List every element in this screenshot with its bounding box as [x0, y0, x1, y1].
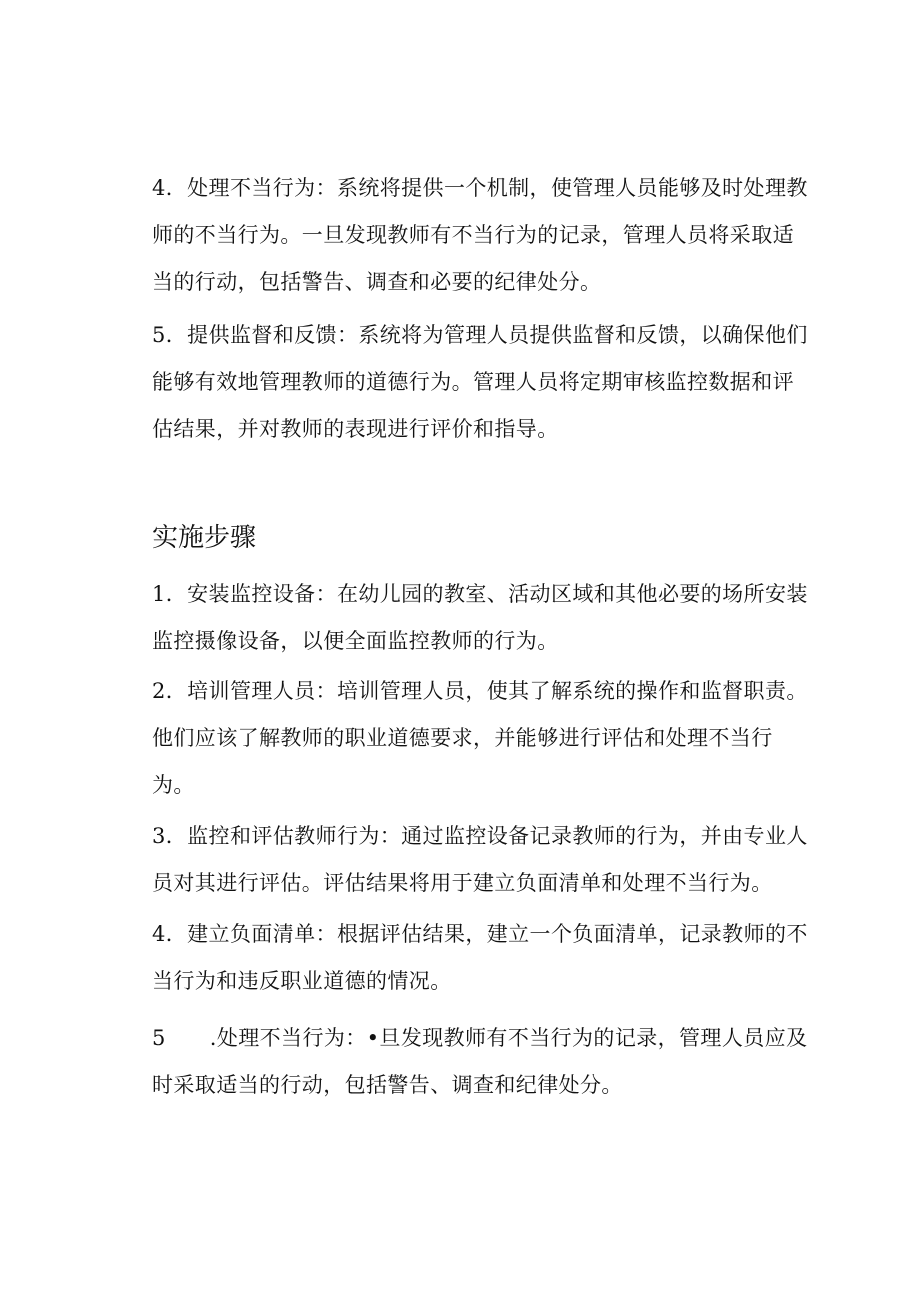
paragraph-text: 4．处理不当行为：系统将提供一个机制，使管理人员能够及时处理教师的不当行为。一旦发现教师有不当行为的记录，管理人员将采取适当的行动，包括警告、调查和必要的纪律处分。 [152, 176, 808, 294]
paragraph-text: 4．建立负面清单：根据评估结果，建立一个负面清单，记录教师的不当行为和违反职业道德的情况。 [152, 922, 808, 993]
paragraph-text [152, 1015, 814, 1109]
paragraph-4-handle-misconduct [152, 165, 814, 306]
section-heading: 实施步骤 [152, 523, 257, 553]
step-1-install-monitoring [152, 571, 814, 665]
paragraph-text: 1．安装监控设备：在幼儿园的教室、活动区域和其他必要的场所安装监控摄像设备，以便全面监控教师的行为。 [152, 582, 808, 653]
step-5-handle-misconduct [152, 1015, 814, 1109]
step-2-train-managers [152, 668, 814, 809]
paragraph-5-supervision-feedback [152, 312, 814, 453]
step-number: 5 [152, 1026, 166, 1050]
step-3-monitor-evaluate [152, 813, 814, 907]
paragraph-text: 3．监控和评估教师行为：通过监控设备记录教师的行为，并由专业人员对其进行评估。评估结果将用于建立负面清单和处理不当行为。 [152, 824, 808, 895]
step-text: .处理不当行为：•旦发现教师有不当行为的记录，管理人员应及时采取适当的行动，包括警告、调查和纪律处分。 [152, 1026, 808, 1097]
paragraph-text: 5．提供监督和反馈：系统将为管理人员提供监督和反馈，以确保他们能够有效地管理教师的道德行为。管理人员将定期审核监控数据和评估结果，并对教师的表现进行评价和指导。 [152, 323, 808, 441]
paragraph-text: 2．培训管理人员：培训管理人员，使其了解系统的操作和监督职责。他们应该了解教师的职业道德要求，并能够进行评估和处理不当行为。 [152, 679, 808, 797]
step-4-negative-list [152, 911, 814, 1005]
